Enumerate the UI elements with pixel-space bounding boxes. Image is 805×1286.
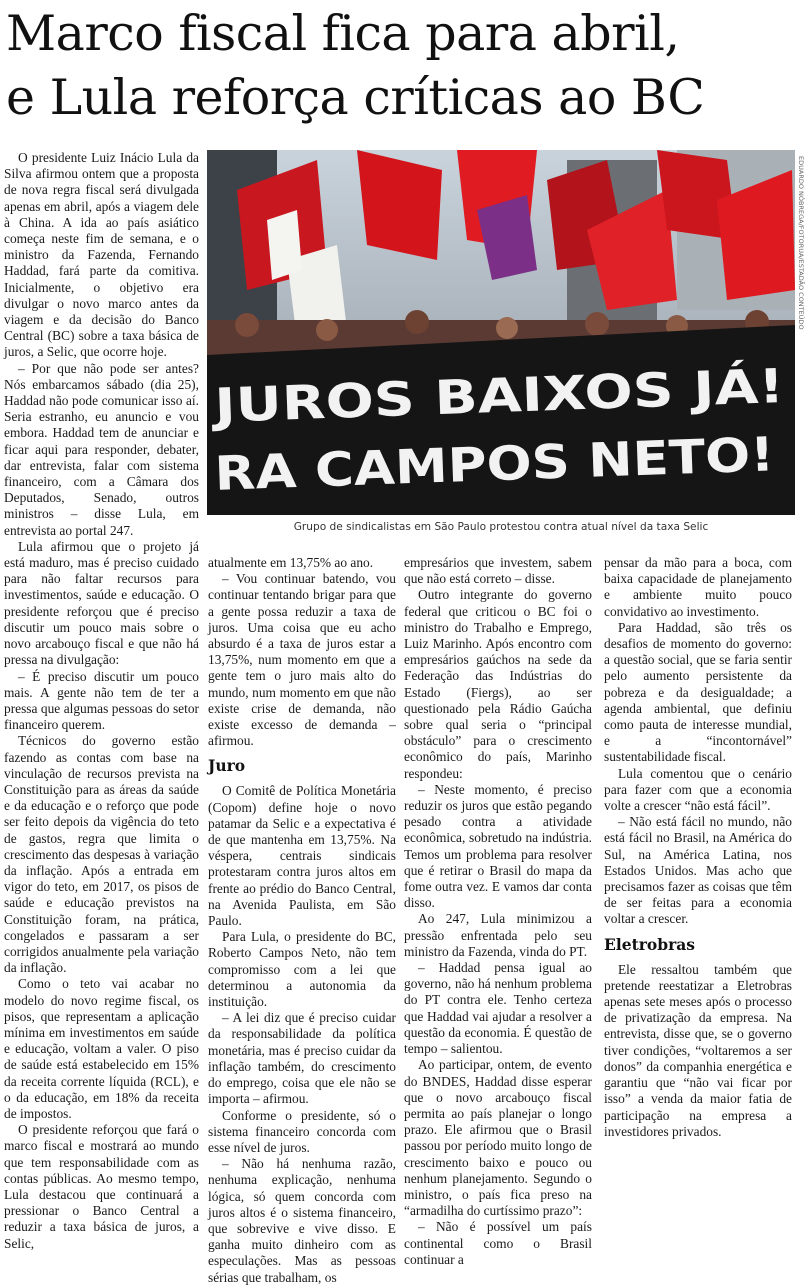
headline-line-1: Marco fiscal fica para abril, xyxy=(6,5,680,62)
paragraph: – Não é possível um país continental como o Brasil continuar a xyxy=(404,1219,592,1267)
paragraph: atualmente em 13,75% ao ano. xyxy=(208,555,374,570)
paragraph: O Comitê de Política Monetária (Copom) define hoje o novo patamar da Selic e a expectativa é de que mantenha em 13,75%. Na véspera, centrais sindicais protestaram contra juros altos em frente ao prédio do Banco Central, na Avenida Paulista, em São Paulo. xyxy=(208,783,396,929)
paragraph: Para Lula, o presidente do BC, Roberto Campos Neto, não tem compromisso com a lei que determinou a autonomia da instituição. xyxy=(208,929,396,1010)
subheading-eletrobras: Eletrobras xyxy=(604,934,696,954)
paragraph: Ao participar, ontem, de evento do BNDES, Haddad disse esperar que o novo arcabouço fiscal permita ao país planejar o longo prazo. Ele afirmou que o Brasil passou por período muito longo de crescimento baixo e pouco ou nenhum planejamento. Segundo o ministro, o país fica preso na “armadilha do curtíssimo prazo”: xyxy=(404,1057,592,1219)
article-column-3 xyxy=(404,555,592,1268)
paragraph: – Vou continuar batendo, vou continuar tentando brigar para que a gente possa reduzir a taxa de juros. Uma coisa que eu acho absurdo é a taxa de juros estar a 13,75%, num momento em que a gente tem o juro mais alto do mundo, num momento em que não existe crise de demanda, não existe excesso de demanda – afirmou. xyxy=(208,571,396,749)
article-column-4 xyxy=(604,555,792,1140)
paragraph: – Haddad pensa igual ao governo, não há nenhum problema do PT contra ele. Tenho certeza que Haddad vai ajudar a resolver a questão da economia. É questão de tempo – salientou. xyxy=(404,960,592,1057)
banner-text-line-1: JUROS BAIXOS JÁ! xyxy=(213,362,688,434)
headline xyxy=(6,2,796,130)
protest-photo-illustration xyxy=(207,150,795,515)
paragraph: Como o teto vai acabar no modelo do novo regime fiscal, os pisos, que representam a aplicação mínima em investimentos em saúde e educação, voltam a valer. O piso de saúde está estabelecido em 15% da receita corrente líquida (RCL), e o da educação, em 18% da receita de impostos. xyxy=(4,976,199,1121)
paragraph: Lula comentou que o cenário para fazer com que a economia volte a crescer “não está fácil”. xyxy=(604,765,792,814)
paragraph: Outro integrante do governo federal que criticou o BC foi o ministro do Trabalho e Emprego, Luiz Marinho. Após encontro com empresários gaúchos na sede da Federação das Indústrias do Estado (Fiergs), ao ser questionado pela Rádio Gaúcha sobre qual seria o “principal obstáculo” para o crescimento econômico do país, Marinho respondeu: xyxy=(404,587,592,781)
paragraph: – É preciso discutir um pouco mais. A gente não tem de ter a pressa que algumas pessoas do setor financeiro querem. xyxy=(4,668,199,733)
article-column-2 xyxy=(208,555,396,1286)
protest-photo xyxy=(207,150,795,515)
paragraph: Para Haddad, são três os desafios de momento do governo: a questão social, que se faria sentir pelo aumento persistente da pobreza e da desigualdade; a agenda ambiental, que definiu como pauta de interesse mundial, e a “incontornável” sustentabilidade fiscal. xyxy=(604,619,792,765)
paragraph: Conforme o presidente, só o sistema financeiro concorda com esse nível de juros. xyxy=(208,1107,396,1155)
paragraph: pensar da mão para a boca, com baixa capacidade de planejamento e ambiente muito pouco convidativo ao investimento. xyxy=(604,555,792,619)
paragraph: empresários que investem, sabem que não está correto – disse. xyxy=(404,555,592,587)
paragraph: – Não está fácil no mundo, não está fácil no Brasil, na América do Sul, na América Latina, nos Estados Unidos. Mas acho que precisamos fazer as coisas que têm de ser feitas para a economia voltar a crescer. xyxy=(604,814,792,927)
photo-credit xyxy=(797,152,805,342)
paragraph: O presidente Luiz Inácio Lula da Silva afirmou ontem que a proposta de nova regra fiscal será divulgada apenas em abril, após a viagem dele à China. A ida ao país asiático começa neste fim de semana, e o ministro da Fazenda, Fernando Haddad, fará parte da comitiva. Inicialmente, o objetivo era divulgar o novo marco antes da viagem e da decisão do Banco Central (BC) sobre a taxa básica de juros, a Selic, que ocorre hoje. xyxy=(4,150,199,360)
article-column-1 xyxy=(4,150,199,1252)
paragraph: Ao 247, Lula minimizou a pressão enfrentada pelo seu ministro da Fazenda, vinda do PT. xyxy=(404,911,592,959)
paragraph: – Por que não pode ser antes? Nós embarcamos sábado (dia 25), Haddad não pode comunicar isso aí. Seria estranho, eu anuncio e vou embora. Haddad tem de anunciar e ficar aqui para responder, debater, dar entrevista, falar com sistema financeiro, com a Câmara dos Deputados, Senado, outros ministros – disse Lula, em entrevista ao portal 247. xyxy=(4,360,199,538)
banner-text-line-2: RA CAMPOS NETO! xyxy=(213,429,712,502)
paragraph: O presidente reforçou que fará o marco fiscal e mostrará ao mundo que tem responsabilidade com as contas públicas. Ao mesmo tempo, Lula destacou que continuará a pressionar o Banco Central a reduzir a taxa básica de juros, a Selic, xyxy=(4,1122,199,1251)
paragraph: Lula afirmou que o projeto já está maduro, mas é preciso cuidado para não faltar recursos para investimentos, saúde e educação. O presidente reforçou que é preciso discutir um pouco mais sobre o novo arcabouço fiscal e que não há pressa na divulgação: xyxy=(4,538,199,668)
headline-line-2: e Lula reforça críticas ao BC xyxy=(6,69,705,126)
subheading-juro: Juro xyxy=(208,756,246,776)
photo-credit-text: EDUARDO NÓBREGA/FOTORUA/ESTADÃO CONTEÚDO xyxy=(797,156,805,330)
paragraph: – Neste momento, é preciso reduzir os juros que estão pegando pesado contra a atividade econômica, sobretudo na indústria. Temos um problema para resolver que é retirar o Brasil do mapa da fome outra vez. E vamos dar conta disso. xyxy=(404,781,592,911)
paragraph: Técnicos do governo estão fazendo as contas com base na vinculação de recursos prevista na Constituição para as áreas da saúde e da educação e o reforço que pode ser feito depois da vigência do teto de gastos, regra que limita o crescimento das despesas à variação da inflação. Após a entrada em vigor do teto, em 2017, os pisos de saúde e educação previstos na Constituição foram, na prática, congelados e passaram a ser corrigidos anualmente pela variação da inflação. xyxy=(4,733,199,976)
paragraph: Ele ressaltou também que pretende reestatizar a Eletrobras apenas sete meses após o processo de privatização da empresa. Na entrevista, disse que, se o governo tiver condições, “voltaremos a ser donos” da companhia energética e garantiu que “não vai ficar por isso” a venda da maior fatia de participação na empresa a investidores privados. xyxy=(604,961,792,1139)
paragraph: – A lei diz que é preciso cuidar da responsabilidade da política monetária, mas é preciso cuidar da inflação também, do crescimento do emprego, coisa que ele não se importa – afirmou. xyxy=(208,1010,396,1107)
photo-caption: Grupo de sindicalistas em São Paulo protestou contra atual nível da taxa Selic xyxy=(293,521,709,533)
paragraph: – Não há nenhuma razão, nenhuma explicação, nenhuma lógica, só quem concorda com juros altos é o sistema financeiro, que sobrevive e vive disso. E ganha muito dinheiro com as especulações. Mas as pessoas sérias que trabalham, os xyxy=(208,1156,396,1285)
